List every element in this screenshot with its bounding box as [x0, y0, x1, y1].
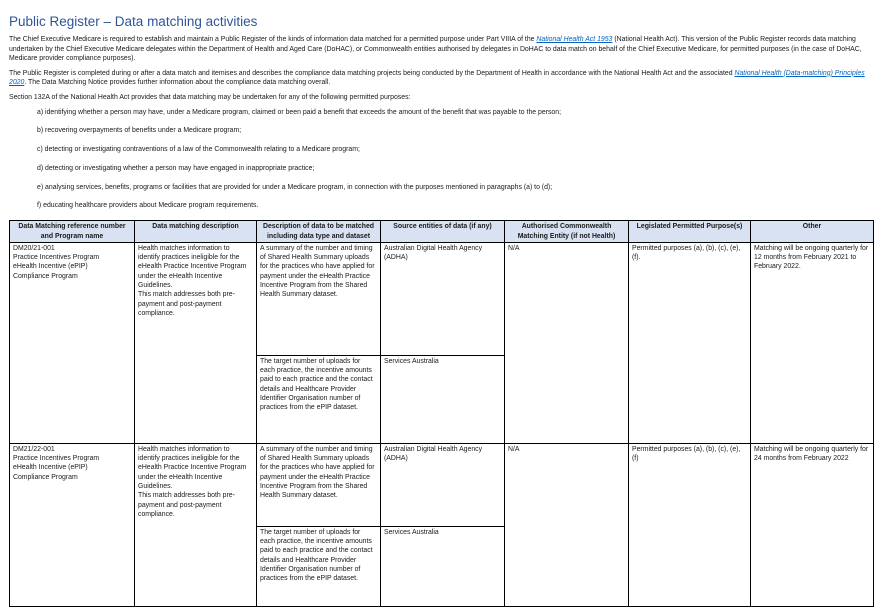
data-matching-table: [9, 220, 874, 607]
header-matching-entity: Authorised Commonwealth Matching Entity (if not Health): [505, 221, 629, 243]
cell-data-description: The target number of uploads for each practice, the incentive amounts paid to each practice and the contact details and Healthcare Provider Identifier Organisation number of practices from the ePIP dataset.: [257, 526, 381, 606]
header-source-entities: Source entities of data (if any): [381, 221, 505, 243]
cell-data-description: The target number of uploads for each practice, the incentive amounts paid to each practice and the contact details and Healthcare Provider Identifier Organisation number of practices from the ePIP dataset.: [257, 355, 381, 443]
intro-paragraph-1: The Chief Executive Medicare is required to establish and maintain a Public Register of the kinds of information data matched for a permitted purpose under Part VIIIA of the National Health Act 1953 (National Health Act). This version of the Public Register records data matching undertaken by the Chief Executive Medicare delegates within the Department of Health and Aged Care (DoHAC), or Commonwealth entities authorised by delegates in DoHAC to data match on behalf of the Chief Executive Medicare, for permitted purposes (in the case of DoHAC, Medicare provider compliance purposes).: [9, 36, 862, 63]
permitted-purposes-list: [9, 108, 873, 212]
cell-data-description: A summary of the number and timing of Shared Health Summary uploads for the practices who have applied for payment under the eHealth Practice Incentive Program from the Shared Health Summary dataset.: [257, 443, 381, 526]
purpose-item: b) recovering overpayments of benefits under a Medicare program;: [37, 127, 242, 135]
cell-description: Health matches information to identify practices ineligible for the eHealth Practice Incentive Program under the eHealth Incentive Guidelines. This match addresses both pre-payment and post-payment compliance.: [135, 242, 257, 443]
header-reference: Data Matching reference number and Program name: [10, 221, 135, 243]
cell-source: Australian Digital Health Agency (ADHA): [381, 242, 505, 355]
header-permitted-purposes: Legislated Permitted Purpose(s): [629, 221, 751, 243]
cell-purpose: Permitted purposes (a), (b), (c), (e), (f): [629, 443, 751, 606]
cell-entity: N/A: [505, 242, 629, 443]
intro-paragraph-2: The Public Register is completed during or after a data match and itemises and describes the compliance data matching projects being conducted by the Department of Health in accordance with the National Health Act and the associated National Health (Data-matching) Principles 2020. The Data Matching Notice provides further information about the compliance data matching overall.: [9, 69, 865, 87]
page-title: Public Register – Data matching activities: [9, 14, 258, 29]
cell-reference: DM20/21-001 Practice Incentives Program eHealth Incentive (ePIP) Compliance Program: [10, 242, 135, 443]
cell-source: Services Australia: [381, 526, 505, 606]
cell-source: Services Australia: [381, 355, 505, 443]
table-header-row: [10, 221, 874, 243]
purpose-item: a) identifying whether a person may have, under a Medicare program, claimed or been paid a benefit that exceeds the amount of the benefit that was payable to the person;: [37, 108, 562, 116]
cell-other: Matching will be ongoing quarterly for 24 months from February 2022: [751, 443, 874, 606]
header-data-description: Description of data to be matched including data type and dataset: [257, 221, 381, 243]
table-row: [10, 443, 874, 526]
cell-purpose: Permitted purposes (a), (b), (c), (e), (f).: [629, 242, 751, 443]
cell-source: Australian Digital Health Agency (ADHA): [381, 443, 505, 526]
purpose-item: c) detecting or investigating contraventions of a law of the Commonwealth relating to a Medicare program;: [37, 146, 360, 154]
national-health-act-link[interactable]: National Health Act 1953: [536, 36, 613, 43]
cell-data-description: A summary of the number and timing of Shared Health Summary uploads for the practices who have applied for payment under the eHealth Practice Incentive Program from the Shared Health Summary dataset.: [257, 242, 381, 355]
cell-description: Health matches information to identify practices ineligible for the eHealth Practice Incentive Program under the eHealth Incentive Guidelines. This match addresses both pre-payment and post-payment compliance.: [135, 443, 257, 606]
intro-paragraph-3: Section 132A of the National Health Act provides that data matching may be undertaken for any of the following permitted purposes:: [9, 93, 411, 101]
table-row: [10, 242, 874, 355]
purpose-item: e) analysing services, benefits, programs or facilities that are provided for under a Medicare program, in connection with the purposes mentioned in paragraphs (a) to (d);: [37, 183, 553, 191]
cell-entity: N/A: [505, 443, 629, 606]
data-matching-principles-link[interactable]: National Health (Data-matching) Principles 2020: [9, 69, 865, 87]
purpose-item: d) detecting or investigating whether a person may have engaged in inappropriate practice;: [37, 164, 315, 172]
purpose-item: f) educating healthcare providers about Medicare program requirements.: [37, 202, 259, 210]
header-other: Other: [751, 221, 874, 243]
header-description: Data matching description: [135, 221, 257, 243]
cell-other: Matching will be ongoing quarterly for 12 months from February 2021 to February 2022.: [751, 242, 874, 443]
cell-reference: DM21/22-001 Practice Incentives Program eHealth Incentive (ePIP) Compliance Program: [10, 443, 135, 606]
